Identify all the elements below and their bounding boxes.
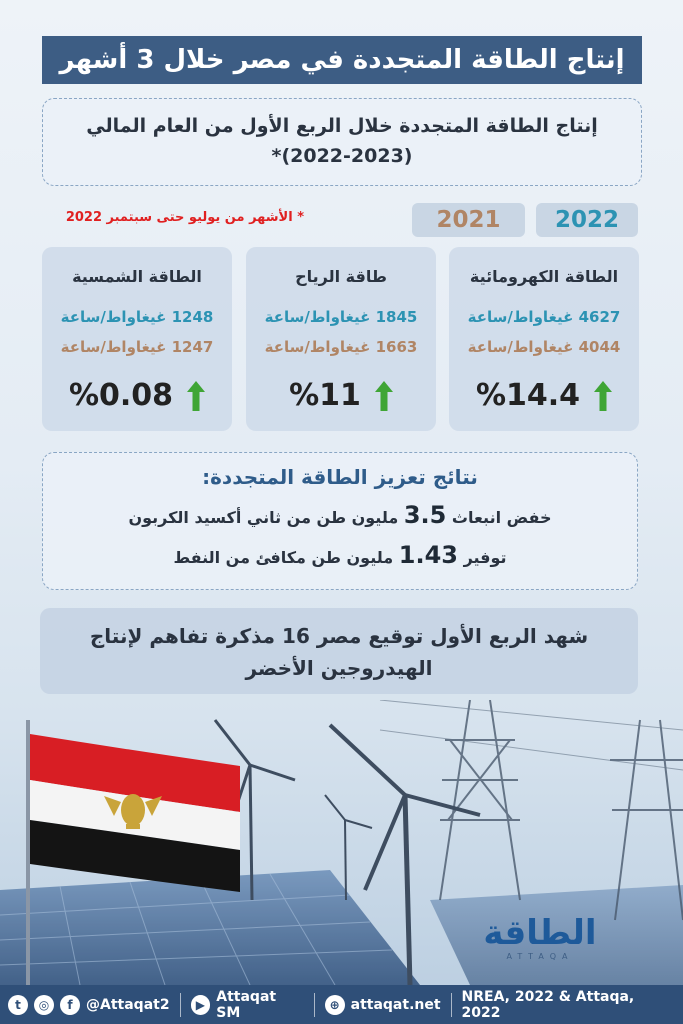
card-change-value: %0.08	[68, 378, 174, 413]
hydrogen-line-2: الهيدروجين الأخضر	[245, 656, 433, 680]
source-text: NREA, 2022 & Attaqa, 2022	[461, 988, 635, 1021]
hydro-card	[449, 247, 639, 431]
footer-bar	[0, 985, 683, 1024]
twitter-icon[interactable]: t	[8, 995, 28, 1015]
co2-reduction-number: 3.5	[403, 501, 447, 529]
card-change-value: %14.4	[475, 378, 581, 413]
youtube-link[interactable]	[191, 989, 304, 1021]
card-title: الطاقة الكهرومائية	[469, 267, 619, 286]
wind-card	[246, 247, 436, 431]
youtube-icon: ▶	[191, 995, 211, 1015]
page-title	[42, 36, 642, 84]
facebook-icon[interactable]: f	[60, 995, 80, 1015]
card-value-2021: 1663 غيغاواط/ساعة	[264, 338, 418, 356]
results-line-2-prefix: توفير	[463, 548, 507, 567]
results-line-1-prefix: خفض انبعاث	[451, 508, 552, 527]
card-value-2021: 1247 غيغاواط/ساعة	[60, 338, 214, 356]
instagram-icon[interactable]: ◎	[34, 995, 54, 1015]
year-current-badge: 2022	[536, 203, 638, 237]
results-line-2-suffix: مليون طن مكافئ من النفط	[173, 548, 394, 567]
card-change	[246, 378, 436, 413]
social-handle[interactable]: @Attaqat2	[86, 996, 170, 1013]
website-url: attaqat.net	[350, 996, 441, 1013]
card-change	[449, 378, 639, 413]
card-value-2022: 1248 غيغاواط/ساعة	[60, 308, 214, 326]
social-links	[8, 995, 170, 1015]
hydrogen-box	[40, 608, 638, 694]
up-arrow-icon	[594, 381, 612, 411]
footer-divider	[180, 993, 181, 1017]
year-previous-badge: 2021	[412, 203, 525, 237]
results-box	[42, 452, 638, 590]
quarter-line-2: (2022-2023)*	[271, 145, 413, 167]
page-title-text: إنتاج الطاقة المتجددة في مصر خلال 3 أشهر	[59, 45, 625, 75]
quarter-box	[42, 98, 642, 186]
footer-divider	[314, 993, 315, 1017]
up-arrow-icon	[187, 381, 205, 411]
card-value-2021: 4044 غيغاواط/ساعة	[467, 338, 621, 356]
attaqa-logo	[470, 913, 610, 961]
results-title: نتائج تعزيز الطاقة المتجددة:	[202, 465, 478, 489]
footnote: * الأشهر من يوليو حتى سبتمبر 2022	[65, 210, 304, 225]
card-value-2022: 1845 غيغاواط/ساعة	[264, 308, 418, 326]
hydrogen-line-1: شهد الربع الأول توقيع مصر 16 مذكرة تفاهم لإنتاج	[89, 624, 589, 648]
logo-name: الطاقة	[483, 913, 597, 953]
oil-saving-number: 1.43	[398, 541, 458, 569]
footer-divider	[451, 993, 452, 1017]
power-pylons	[380, 700, 683, 920]
card-change-value: %11	[289, 378, 361, 413]
results-line-1	[43, 501, 637, 529]
card-title: طاقة الرياح	[295, 267, 387, 286]
source-credit	[462, 989, 675, 1021]
quarter-line-1: إنتاج الطاقة المتجددة خلال الربع الأول من العام المالي	[86, 115, 598, 137]
up-arrow-icon	[375, 381, 393, 411]
results-line-2	[43, 541, 637, 569]
logo-sub: ATTAQA	[506, 952, 574, 961]
card-title: الطاقة الشمسية	[72, 267, 202, 286]
website-link[interactable]	[325, 995, 441, 1015]
globe-icon: ⊕	[325, 995, 345, 1015]
results-line-1-suffix: مليون طن من ثاني أكسيد الكربون	[128, 508, 399, 527]
youtube-handle: Attaqat SM	[216, 988, 277, 1021]
card-value-2022: 4627 غيغاواط/ساعة	[467, 308, 621, 326]
solar-card	[42, 247, 232, 431]
card-change	[42, 378, 232, 413]
